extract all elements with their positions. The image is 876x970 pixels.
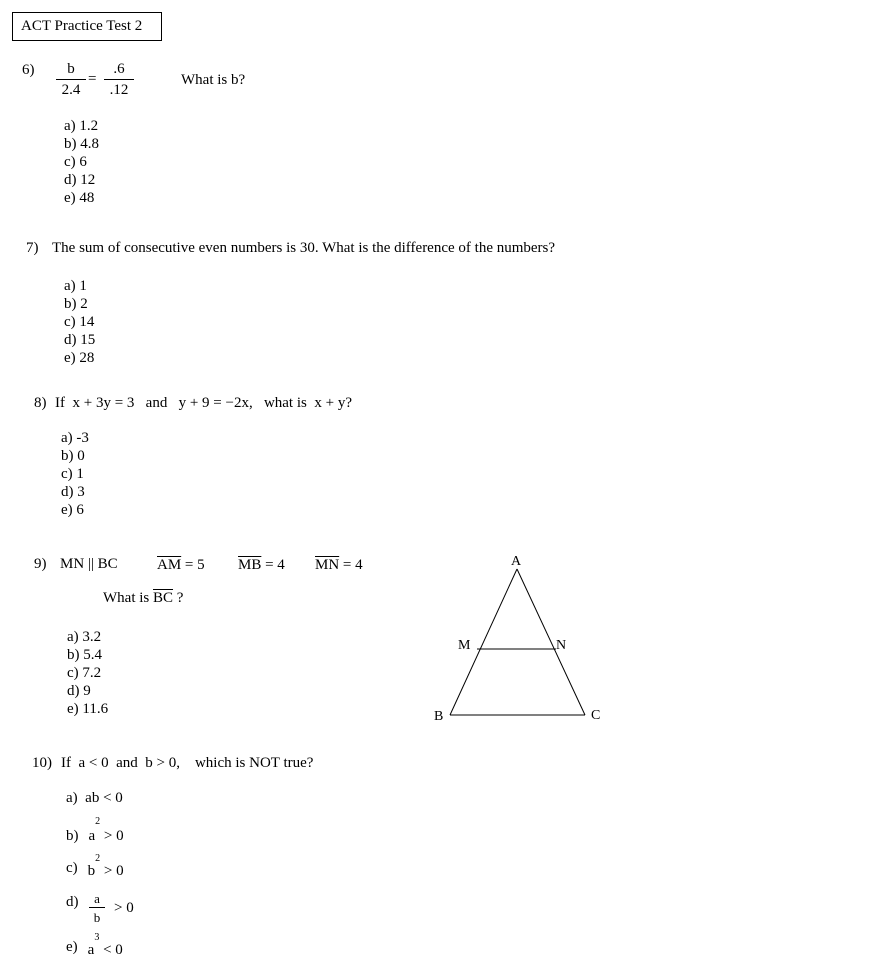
q10-choice-b[interactable] [66, 816, 124, 844]
choice-label: c) [66, 860, 78, 876]
vertex-c-label: C [591, 708, 601, 723]
question-10-text: If a < 0 and b > 0, which is NOT true? [61, 755, 314, 771]
point-m-label: M [458, 638, 471, 653]
choice-base: a [87, 942, 95, 958]
choice-exponent: 2 [95, 816, 101, 827]
choice[interactable]: a) 1.2 [64, 118, 99, 134]
question-7-text: The sum of consecutive even numbers is 30. What is the difference of the numbers? [52, 240, 556, 256]
q10-choice-d[interactable]: d) [66, 894, 79, 910]
choice[interactable]: d) 3 [61, 484, 85, 500]
choice[interactable]: b) 4.8 [64, 136, 99, 152]
question-6-text: What is b? [181, 72, 246, 88]
side-ac [517, 569, 585, 715]
choice-rest: < 0 [99, 942, 123, 958]
am-value: = 5 [181, 557, 205, 573]
question-8-number: 8) [34, 395, 47, 411]
d-denominator: b [93, 910, 101, 925]
choice-exponent: 2 [95, 853, 101, 864]
choice[interactable]: b) 5.4 [67, 647, 102, 663]
q9-question-suffix: ? [173, 590, 184, 606]
q6-frac1-denominator: 2.4 [61, 82, 81, 98]
choice-rest: > 0 [100, 863, 124, 879]
page-title: ACT Practice Test 2 [12, 12, 162, 41]
segment-mn: $\overline{MN}$ [315, 557, 340, 573]
q9-am-length [157, 557, 205, 574]
choice[interactable]: a) 3.2 [67, 629, 102, 645]
segment-bc: $\overline{BC}$ [153, 590, 174, 606]
q6-frac1-numerator: b [56, 62, 86, 80]
vertex-b-label: B [434, 709, 444, 724]
d-numerator: a [89, 892, 105, 908]
question-9-text [103, 590, 183, 607]
point-n-label: N [556, 638, 567, 653]
choice[interactable]: b) 2 [64, 296, 88, 312]
triangle-figure [420, 545, 620, 730]
choice-base: b [87, 863, 96, 879]
mn-value: = 4 [339, 557, 363, 573]
choice[interactable]: c) 1 [61, 466, 84, 482]
choice[interactable]: d) 15 [64, 332, 96, 348]
question-7-number: 7) [26, 240, 39, 256]
question-6-number: 6) [22, 62, 35, 78]
q6-frac2-denominator: .12 [109, 82, 129, 98]
choice[interactable]: c) 6 [64, 154, 87, 170]
choice[interactable]: d) 12 [64, 172, 96, 188]
choice-expression: ab < 0 [85, 790, 123, 806]
choice[interactable]: e) 28 [64, 350, 95, 366]
question-8-choices [61, 429, 89, 519]
q10-d-fraction [89, 892, 105, 924]
q9-mb-length [238, 557, 285, 574]
choice[interactable]: e) 11.6 [67, 701, 109, 717]
question-8-text: If x + 3y = 3 and y + 9 = −2x, what is x + y? [55, 395, 352, 411]
segment-am: $\overline{AM}$ [157, 557, 182, 573]
choice-exponent: 3 [94, 932, 100, 943]
choice[interactable]: e) 48 [64, 190, 95, 206]
q9-mn-length [315, 557, 363, 574]
question-9-choices [67, 628, 108, 718]
q9-question-prefix: What is [103, 590, 153, 606]
choice[interactable]: c) 7.2 [67, 665, 102, 681]
choice[interactable]: b) 0 [61, 448, 85, 464]
q10-d-rest: > 0 [114, 900, 134, 916]
question-9-number: 9) [34, 556, 47, 572]
q6-frac2-numerator: .6 [104, 62, 134, 80]
question-10-number: 10) [32, 755, 52, 771]
choice[interactable]: d) 9 [67, 683, 91, 699]
q6-fraction-left [56, 62, 86, 98]
question-6-choices [64, 117, 99, 207]
segment-mb: $\overline{MB}$ [238, 557, 262, 573]
q6-fraction-right [104, 62, 134, 98]
choice-base: a [88, 828, 96, 844]
q10-choice-c[interactable] [66, 853, 124, 879]
q10-choice-a[interactable] [66, 790, 123, 807]
choice[interactable]: a) -3 [61, 430, 89, 446]
choice-label: a) [66, 790, 78, 806]
mb-value: = 4 [261, 557, 285, 573]
q10-choice-e[interactable] [66, 932, 123, 958]
q9-parallel-statement: MN || BC [60, 556, 118, 572]
choice[interactable]: c) 14 [64, 314, 95, 330]
q6-equals: = [88, 71, 97, 87]
choice-label: e) [66, 939, 78, 955]
choice-label: b) [66, 828, 79, 844]
choice[interactable]: a) 1 [64, 278, 87, 294]
vertex-a-label: A [511, 554, 522, 569]
choice[interactable]: e) 6 [61, 502, 84, 518]
choice-rest: > 0 [100, 828, 124, 844]
question-7-choices [64, 277, 95, 367]
